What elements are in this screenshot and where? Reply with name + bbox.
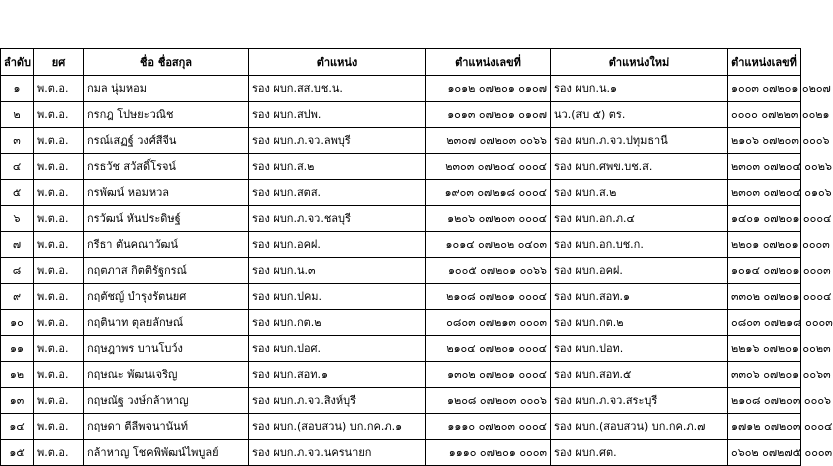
- cell-no: ๕: [1, 180, 34, 206]
- cell-name: กรพัฒน์ หอมหวล: [84, 180, 249, 206]
- cell-new-position-code: ๐๖๐๒ ๐๗๒๗๕ ๐๐๐๓: [728, 440, 801, 466]
- header-no: ลำดับ: [1, 49, 34, 76]
- cell-name: กฤษณัฐ วงษ์กล้าหาญ: [84, 388, 249, 414]
- cell-rank: พ.ต.อ.: [34, 388, 84, 414]
- cell-new-position-code: ๑๐๑๔ ๐๗๒๐๑ ๐๐๐๓: [728, 258, 801, 284]
- cell-new-position: รอง ผบก.น.๑: [551, 76, 728, 102]
- cell-position-code: ๑๓๐๒ ๐๗๒๐๑ ๐๐๐๔: [426, 362, 551, 388]
- cell-rank: พ.ต.อ.: [34, 154, 84, 180]
- cell-position-code: ๑๐๐๕ ๐๗๒๐๑ ๐๐๖๖: [426, 258, 551, 284]
- cell-position: รอง ผบก.กต.๒: [249, 310, 426, 336]
- cell-position: รอง ผบก.(สอบสวน) บก.กค.ภ.๑: [249, 414, 426, 440]
- cell-position-code: ๑๒๐๘ ๐๗๒๐๓ ๐๐๐๖: [426, 388, 551, 414]
- cell-name: กฤษณะ พัฒนเจริญ: [84, 362, 249, 388]
- cell-position: รอง ผบก.สปพ.: [249, 102, 426, 128]
- cell-position-code: ๑๑๑๐ ๐๗๒๐๑ ๐๐๐๓: [426, 440, 551, 466]
- cell-no: ๔: [1, 154, 34, 180]
- cell-name: กรีธา ตันคณาวัฒน์: [84, 232, 249, 258]
- table-row: [1, 76, 801, 102]
- cell-rank: พ.ต.อ.: [34, 180, 84, 206]
- cell-name: กฤษดา ตีลีพจนานันท์: [84, 414, 249, 440]
- cell-new-position: นว.(สบ ๕) ตร.: [551, 102, 728, 128]
- cell-name: กรวัฒน์ หันประดิษฐ์: [84, 206, 249, 232]
- cell-position-code: ๑๐๑๓ ๐๗๒๐๑ ๐๑๐๗: [426, 102, 551, 128]
- table-row: [1, 180, 801, 206]
- cell-position: รอง ผบก.ปคม.: [249, 284, 426, 310]
- cell-new-position-code: ๒๒๐๑ ๐๗๒๐๑ ๐๐๐๓: [728, 232, 801, 258]
- cell-new-position: รอง ผบก.ปอท.: [551, 336, 728, 362]
- cell-new-position: รอง ผบก.กต.๒: [551, 310, 728, 336]
- cell-position-code: ๒๑๐๘ ๐๗๒๐๑ ๐๐๐๔: [426, 284, 551, 310]
- cell-no: ๙: [1, 284, 34, 310]
- cell-position: รอง ผบก.สตส.: [249, 180, 426, 206]
- cell-rank: พ.ต.อ.: [34, 206, 84, 232]
- cell-position: รอง ผบก.ส.๒: [249, 154, 426, 180]
- header-new-position-code: ตำแหน่งเลขที่: [728, 49, 801, 76]
- cell-new-position: รอง ผบก.สอท.๕: [551, 362, 728, 388]
- cell-new-position-code: ๐๘๐๓ ๐๗๒๑๘ ๐๐๐๓: [728, 310, 801, 336]
- cell-rank: พ.ต.อ.: [34, 76, 84, 102]
- cell-no: ๖: [1, 206, 34, 232]
- personnel-table: [0, 48, 833, 466]
- cell-name: กฤษฎาพร บานโบว์ง: [84, 336, 249, 362]
- cell-new-position: รอง ผบก.อก.บช.ก.: [551, 232, 728, 258]
- table-row: [1, 440, 801, 466]
- table-header-row: [1, 49, 801, 76]
- cell-position: รอง ผบก.ภ.จว.สิงห์บุรี: [249, 388, 426, 414]
- cell-position: รอง ผบก.อคฝ.: [249, 232, 426, 258]
- cell-new-position: รอง ผบก.(สอบสวน) บก.กค.ภ.๗: [551, 414, 728, 440]
- cell-new-position-code: ๒๑๐๘ ๐๗๒๐๓ ๐๐๐๖: [728, 388, 801, 414]
- cell-position: รอง ผบก.ภ.จว.ลพบุรี: [249, 128, 426, 154]
- header-position-code: ตำแหน่งเลขที่: [426, 49, 551, 76]
- table-row: [1, 154, 801, 180]
- cell-no: ๒: [1, 102, 34, 128]
- cell-new-position-code: ๒๑๐๖ ๐๗๒๐๓ ๐๐๐๖: [728, 128, 801, 154]
- cell-rank: พ.ต.อ.: [34, 258, 84, 284]
- cell-new-position: รอง ผบก.สอท.๑: [551, 284, 728, 310]
- cell-new-position: รอง ผบก.อคฝ.: [551, 258, 728, 284]
- cell-name: กมล นุ่มหอม: [84, 76, 249, 102]
- table-row: [1, 362, 801, 388]
- cell-name: กฤตภาส กิตติรัฐกรณ์: [84, 258, 249, 284]
- table-row: [1, 102, 801, 128]
- table-row: [1, 414, 801, 440]
- header-rank: ยศ: [34, 49, 84, 76]
- table-row: [1, 128, 801, 154]
- cell-position-code: ๒๓๐๓ ๐๗๒๐๔ ๐๐๐๔: [426, 154, 551, 180]
- cell-name: กรธวัช สวัสดิ์โรจน์: [84, 154, 249, 180]
- cell-new-position: รอง ผบก.ศพข.บช.ส.: [551, 154, 728, 180]
- cell-position-code: ๒๓๐๗ ๐๗๒๐๓ ๐๐๖๖: [426, 128, 551, 154]
- cell-new-position: รอง ผบก.อก.ภ.๔: [551, 206, 728, 232]
- cell-rank: พ.ต.อ.: [34, 310, 84, 336]
- cell-rank: พ.ต.อ.: [34, 102, 84, 128]
- cell-position: รอง ผบก.ปอศ.: [249, 336, 426, 362]
- cell-position-code: ๑๐๑๒ ๐๗๒๐๑ ๐๑๐๗: [426, 76, 551, 102]
- cell-new-position: รอง ผบก.ภ.จว.ปทุมธานี: [551, 128, 728, 154]
- cell-new-position: รอง ผบก.ศต.: [551, 440, 728, 466]
- cell-position-code: ๑๒๐๖ ๐๗๒๐๓ ๐๐๐๔: [426, 206, 551, 232]
- cell-new-position-code: ๓๓๐๒ ๐๗๒๐๑ ๐๐๐๔: [728, 284, 801, 310]
- cell-rank: พ.ต.อ.: [34, 414, 84, 440]
- cell-rank: พ.ต.อ.: [34, 232, 84, 258]
- cell-new-position: รอง ผบก.ส.๒: [551, 180, 728, 206]
- cell-position-code: ๑๑๑๐ ๐๗๒๐๓ ๐๐๐๔: [426, 414, 551, 440]
- cell-no: ๑๕: [1, 440, 34, 466]
- cell-position-code: ๐๘๐๓ ๐๗๒๑๓ ๐๐๐๓: [426, 310, 551, 336]
- cell-name: กรณ์เสฏฐ์ วงศ์สีจีน: [84, 128, 249, 154]
- cell-new-position-code: ๓๓๐๖ ๐๗๒๐๑ ๐๐๖๓: [728, 362, 801, 388]
- cell-new-position-code: ๑๗๑๒ ๐๗๒๐๓ ๐๐๐๔: [728, 414, 801, 440]
- cell-new-position-code: ๒๓๐๓ ๐๗๒๐๔ ๐๐๒๖: [728, 154, 801, 180]
- cell-position-code: ๑๐๑๔ ๐๗๒๐๒ ๐๔๐๓: [426, 232, 551, 258]
- table-row: [1, 258, 801, 284]
- table-row: [1, 232, 801, 258]
- cell-no: ๑๔: [1, 414, 34, 440]
- cell-no: ๑๑: [1, 336, 34, 362]
- table-row: [1, 206, 801, 232]
- table-row: [1, 336, 801, 362]
- cell-rank: พ.ต.อ.: [34, 336, 84, 362]
- cell-name: กล้าหาญ โชคพิพัฒน์ไพบูลย์: [84, 440, 249, 466]
- cell-position: รอง ผบก.สอท.๑: [249, 362, 426, 388]
- cell-name: กรกฎ โปษยะวณิช: [84, 102, 249, 128]
- cell-name: กฤตินาท ตุลยลักษณ์: [84, 310, 249, 336]
- cell-new-position-code: ๒๒๑๖ ๐๗๒๐๑ ๐๐๒๓: [728, 336, 801, 362]
- cell-no: ๗: [1, 232, 34, 258]
- cell-no: ๑๓: [1, 388, 34, 414]
- cell-position: รอง ผบก.สส.บช.น.: [249, 76, 426, 102]
- cell-rank: พ.ต.อ.: [34, 440, 84, 466]
- cell-rank: พ.ต.อ.: [34, 128, 84, 154]
- cell-new-position-code: ๑๔๐๑ ๐๗๒๐๑ ๐๐๐๔: [728, 206, 801, 232]
- cell-new-position-code: ๒๓๐๓ ๐๗๒๐๔ ๐๑๐๖: [728, 180, 801, 206]
- cell-position-code: ๒๑๐๔ ๐๗๒๐๑ ๐๐๐๔: [426, 336, 551, 362]
- cell-no: ๑๒: [1, 362, 34, 388]
- header-name: ชื่อ ชื่อสกุล: [84, 49, 249, 76]
- cell-new-position: รอง ผบก.ภ.จว.สระบุรี: [551, 388, 728, 414]
- table-row: [1, 310, 801, 336]
- cell-new-position-code: ๐๐๐๐ ๐๗๒๒๓ ๐๐๒๑: [728, 102, 801, 128]
- cell-position: รอง ผบก.ภ.จว.ชลบุรี: [249, 206, 426, 232]
- cell-no: ๑๐: [1, 310, 34, 336]
- cell-rank: พ.ต.อ.: [34, 284, 84, 310]
- cell-name: กฤตัชญ์ บำรุงรัตนยศ: [84, 284, 249, 310]
- table-row: [1, 388, 801, 414]
- cell-no: ๓: [1, 128, 34, 154]
- table-row: [1, 284, 801, 310]
- cell-position-code: ๑๙๐๓ ๐๗๒๑๘ ๐๐๐๔: [426, 180, 551, 206]
- cell-rank: พ.ต.อ.: [34, 362, 84, 388]
- cell-no: ๑: [1, 76, 34, 102]
- cell-no: ๘: [1, 258, 34, 284]
- cell-position: รอง ผบก.น.๓: [249, 258, 426, 284]
- header-position: ตำแหน่ง: [249, 49, 426, 76]
- header-new-position: ตำแหน่งใหม่: [551, 49, 728, 76]
- cell-new-position-code: ๑๐๐๓ ๐๗๒๐๑ ๐๒๐๗: [728, 76, 801, 102]
- cell-position: รอง ผบก.ภ.จว.นครนายก: [249, 440, 426, 466]
